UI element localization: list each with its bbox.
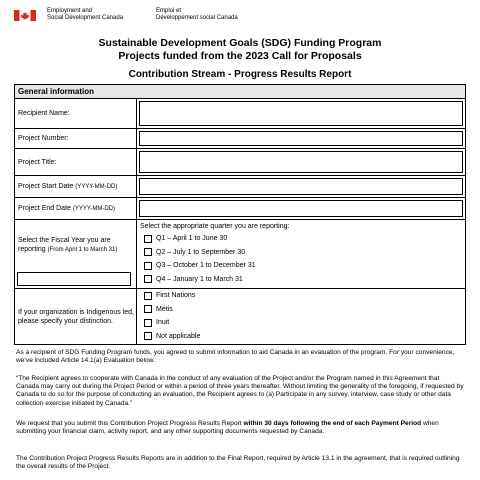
option-label-inuit: Inuit: [156, 319, 170, 327]
indigenous-option-first-nations[interactable]: [137, 289, 465, 303]
fiscal-year-label-cell: [15, 220, 137, 289]
project-title-label: Project Title:: [15, 149, 137, 176]
checkbox-q4[interactable]: [144, 275, 152, 283]
recipient-name-label: Recipient Name:: [15, 99, 137, 129]
document-title-line2: Projects funded from the 2023 Call for Proposals: [118, 50, 362, 62]
checkbox-q1[interactable]: [144, 235, 152, 243]
quarter-label-q4: Q4 – January 1 to March 31: [156, 275, 243, 283]
checkbox-q2[interactable]: [144, 248, 152, 256]
submission-request-text-end: when submitting your financial claim, activity report, and any other supporting documents requested by Canada.: [16, 420, 439, 436]
checkbox-inuit[interactable]: [144, 319, 152, 327]
project-number-field[interactable]: [139, 131, 463, 146]
project-title-field[interactable]: [139, 151, 463, 173]
evaluation-intro-paragraph: As a recipient of SDG Funding Program funds, you agreed to submit information to aid Canada in an evaluation of the program. For your convenience, we’ve included Article 14.1(a) Evaluation below.: [16, 349, 455, 365]
government-header: [14, 8, 474, 26]
quarter-option-q2[interactable]: [137, 246, 465, 260]
checkbox-q3[interactable]: [144, 262, 152, 270]
quarter-options-cell: [137, 220, 466, 289]
dept-fr-line1: Emploi et: [156, 8, 182, 14]
report-subtitle: Contribution Stream - Progress Results Report: [128, 69, 352, 80]
quarter-label-q1: Q1 – April 1 to June 30: [156, 235, 228, 243]
quarter-option-q3[interactable]: [137, 259, 465, 273]
checkbox-not-applicable[interactable]: [144, 332, 152, 340]
department-name-french: [156, 8, 238, 22]
fiscal-year-label: [18, 220, 136, 255]
recipient-name-field[interactable]: [139, 101, 463, 126]
quarter-label-q2: Q2 – July 1 to September 30: [156, 248, 246, 256]
general-information-form: [14, 84, 466, 345]
indigenous-option-inuit[interactable]: [137, 316, 465, 330]
project-number-label: Project Number:: [15, 129, 137, 149]
project-start-date-label: [15, 176, 137, 198]
dept-en-line2: Social Development Canada: [47, 15, 124, 21]
canada-flag-icon: [14, 10, 36, 21]
submission-deadline-emphasis: within 30 days following the end of each Payment Period: [243, 420, 422, 427]
indigenous-option-not-applicable[interactable]: [137, 330, 465, 344]
submission-request-text: We request that you submit this Contribution Project Progress Results Report: [16, 420, 244, 427]
option-label-first-nations: First Nations: [156, 292, 196, 300]
submission-request-paragraph: [16, 420, 464, 436]
checkbox-first-nations[interactable]: [144, 292, 152, 300]
indigenous-options-cell: [137, 289, 466, 345]
indigenous-option-metis[interactable]: [137, 303, 465, 317]
final-report-paragraph: The Contribution Project Progress Results Reports are in addition to the Final Report, required by Article 13.1 in the agreement, that is required outlining the overall results of the Project.: [16, 455, 460, 471]
start-date-format-hint: (YYYY-MM-DD): [75, 184, 118, 190]
quarter-label-q3: Q3 – October 1 to December 31: [156, 262, 256, 270]
option-label-metis: Métis: [156, 305, 173, 313]
dept-en-line1: Employment and: [47, 8, 93, 14]
checkbox-metis[interactable]: [144, 305, 152, 313]
end-date-label-text: Project End Date: [18, 205, 71, 212]
project-start-date-field[interactable]: [139, 178, 463, 195]
quarter-option-q1[interactable]: [137, 232, 465, 246]
end-date-format-hint: (YYYY-MM-DD): [72, 206, 115, 212]
section-heading: General information: [15, 85, 466, 99]
fiscal-year-field[interactable]: [17, 272, 131, 286]
article-quote-paragraph: “The Recipient agrees to cooperate with Canada in the conduct of any evaluation of the Project and/or the Program named in this Agreement that Canada may carry out during the Project Period or within a period of three years thereafter. Without limiting the generality of the foregoing, if requested by Canada to do so for the purpose of conducting an evaluation, the Recipient agrees to (a) Participate in any survey, interview, case study or other data collection exercise initiated by Canada.”: [16, 375, 464, 407]
project-end-date-label: [15, 198, 137, 220]
dept-fr-line2: Développement social Canada: [156, 15, 238, 21]
indigenous-led-label: If your organization is Indigenous led, please specify your distinction.: [15, 289, 137, 345]
document-title: Sustainable Development Goals (SDG) Funding Program: [98, 37, 382, 49]
fiscal-year-label-text: Select the Fiscal Year you are reporting: [18, 237, 111, 253]
fiscal-year-range-hint: (From April 1 to March 31): [47, 247, 118, 253]
quarter-option-q4[interactable]: [137, 273, 465, 287]
department-name-english: [47, 8, 123, 22]
project-end-date-field[interactable]: [139, 200, 463, 217]
start-date-label-text: Project Start Date: [18, 183, 74, 190]
quarter-prompt: Select the appropriate quarter you are reporting:: [140, 222, 290, 230]
option-label-not-applicable: Not applicable: [156, 332, 201, 340]
